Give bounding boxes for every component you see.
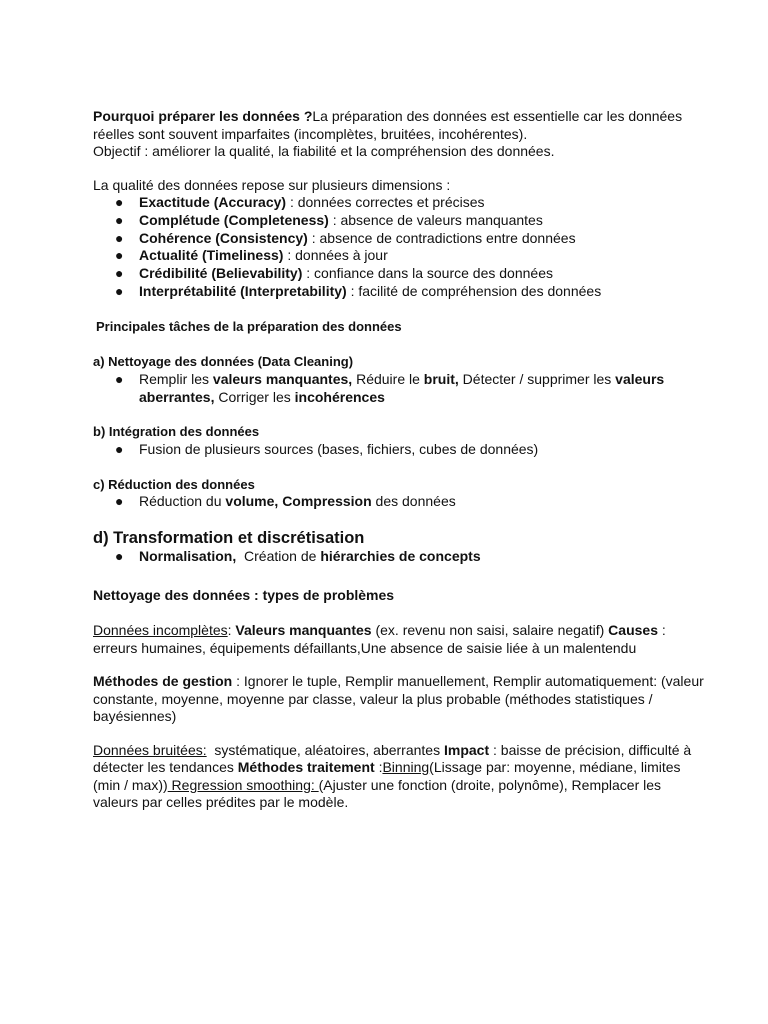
cleaning-text: Corriger les bbox=[214, 388, 295, 405]
methods-term: Méthodes de gestion bbox=[93, 673, 233, 690]
cleaning-term: bruit, bbox=[423, 370, 459, 387]
list-item bbox=[93, 493, 708, 511]
binning-label: Binning bbox=[382, 759, 430, 776]
list-item bbox=[93, 212, 708, 230]
intro-heading: Pourquoi préparer les données ? bbox=[93, 108, 313, 124]
incomplete-data-paragraph bbox=[93, 622, 708, 657]
section-d-heading: d) Transformation et discrétisation bbox=[93, 528, 365, 547]
intro-text: La préparation des données est essentielle car les données réelles sont souvent imparfaites (incomplètes, bruitées, incohérentes). bbox=[93, 108, 683, 142]
noisy-data-paragraph bbox=[93, 742, 708, 812]
dimension-term: Interprétabilité (Interpretability) bbox=[139, 282, 347, 299]
incomplete-term: Causes bbox=[608, 622, 658, 639]
dimension-desc: : absence de contradictions entre données bbox=[307, 229, 576, 246]
list-item bbox=[93, 371, 708, 407]
reduction-term: volume, Compression bbox=[225, 493, 372, 510]
cleaning-term: incohérences bbox=[294, 388, 385, 405]
transformation-term: Normalisation, bbox=[139, 547, 237, 564]
bullet-icon: ● bbox=[115, 211, 124, 228]
objective-text: Objectif : améliorer la qualité, la fiabilité et la compréhension des données. bbox=[93, 143, 555, 159]
reduction-text: des données bbox=[371, 493, 456, 510]
dimension-desc: : données correctes et précises bbox=[286, 194, 485, 210]
quality-dimensions-list bbox=[93, 194, 708, 301]
list-item bbox=[93, 265, 708, 283]
noisy-text: systématique, aléatoires, aberrantes bbox=[206, 741, 444, 758]
noisy-text: (Lissage par: moyenne, médiane, limites (min / max)) bbox=[93, 759, 681, 793]
bullet-icon: ● bbox=[115, 440, 124, 457]
bullet-icon: ● bbox=[115, 493, 124, 510]
incomplete-text: : bbox=[227, 622, 236, 639]
bullet-icon: ● bbox=[115, 370, 124, 387]
section-d-list bbox=[93, 548, 708, 566]
noisy-text: : bbox=[374, 759, 383, 776]
regression-label: Regression smoothing: bbox=[167, 776, 319, 793]
section-b-list bbox=[93, 441, 708, 459]
management-methods-paragraph bbox=[93, 673, 708, 726]
incomplete-text: : erreurs humaines, équipements défaillants,Une absence de saisie liée à un malentendu bbox=[93, 622, 666, 656]
cleaning-text: Détecter / supprimer les bbox=[458, 370, 616, 387]
noisy-term: Méthodes traitement bbox=[237, 759, 375, 776]
methods-text: : Ignorer le tuple, Remplir manuellement, Remplir automatiquement: (valeur constante, moyenne, moyenne par classe, valeur la plus probable (méthodes statistiques / bayésiennes) bbox=[93, 673, 704, 725]
cleaning-text: Remplir les bbox=[139, 370, 213, 387]
dimension-term: Cohérence (Consistency) bbox=[139, 229, 308, 246]
list-item bbox=[93, 247, 708, 265]
section-c-list bbox=[93, 493, 708, 511]
list-item bbox=[93, 441, 708, 459]
section-a-list bbox=[93, 371, 708, 407]
bullet-icon: ● bbox=[115, 265, 124, 282]
dimension-term: Actualité (Timeliness) bbox=[139, 247, 284, 264]
bullet-icon: ● bbox=[115, 282, 124, 299]
noisy-text: : baisse de précision, difficulté à détecter les tendances bbox=[93, 741, 692, 776]
dimension-term: Exactitude (Accuracy) bbox=[139, 194, 287, 210]
tasks-heading: Principales tâches de la préparation des données bbox=[96, 318, 402, 334]
list-item bbox=[93, 230, 708, 248]
quality-intro: La qualité des données repose sur plusieurs dimensions : bbox=[93, 176, 451, 193]
cleaning-problems-heading: Nettoyage des données : types de problèmes bbox=[93, 586, 395, 603]
dimension-desc: : absence de valeurs manquantes bbox=[328, 211, 543, 228]
list-item bbox=[93, 548, 708, 566]
cleaning-term: valeurs manquantes, bbox=[212, 370, 353, 387]
bullet-icon: ● bbox=[115, 229, 124, 246]
list-item bbox=[93, 194, 708, 212]
dimension-term: Complétude (Completeness) bbox=[139, 211, 329, 228]
dimension-desc: : facilité de compréhension des données bbox=[346, 282, 602, 299]
reduction-text: Réduction du bbox=[139, 493, 226, 510]
bullet-icon: ● bbox=[115, 247, 124, 264]
dimension-desc: : confiance dans la source des données bbox=[302, 265, 553, 282]
incomplete-label: Données incomplètes bbox=[93, 622, 228, 639]
dimension-term: Crédibilité (Believability) bbox=[139, 265, 303, 282]
cleaning-term: valeurs aberrantes, bbox=[139, 370, 665, 405]
noisy-label: Données bruitées: bbox=[93, 741, 207, 758]
integration-text: Fusion de plusieurs sources (bases, fichiers, cubes de données) bbox=[139, 440, 539, 457]
dimension-desc: : données à jour bbox=[283, 247, 388, 264]
section-c-heading: c) Réduction des données bbox=[93, 476, 255, 492]
intro-paragraph bbox=[93, 108, 708, 161]
section-a-heading: a) Nettoyage des données (Data Cleaning) bbox=[93, 354, 354, 370]
incomplete-text: (ex. revenu non saisi, salaire negatif) bbox=[371, 622, 609, 639]
section-b-heading: b) Intégration des données bbox=[93, 424, 260, 440]
noisy-text: (Ajuster une fonction (droite, polynôme), Remplacer les valeurs par celles prédites par le modèle. bbox=[93, 776, 662, 811]
list-item bbox=[93, 283, 708, 301]
noisy-term: Impact bbox=[443, 741, 490, 758]
transformation-term: hiérarchies de concepts bbox=[320, 547, 481, 564]
bullet-icon: ● bbox=[115, 547, 124, 564]
bullet-icon: ● bbox=[115, 194, 124, 210]
incomplete-term: Valeurs manquantes bbox=[235, 622, 372, 639]
cleaning-text: Réduire le bbox=[352, 370, 424, 387]
transformation-text: Création de bbox=[236, 547, 321, 564]
